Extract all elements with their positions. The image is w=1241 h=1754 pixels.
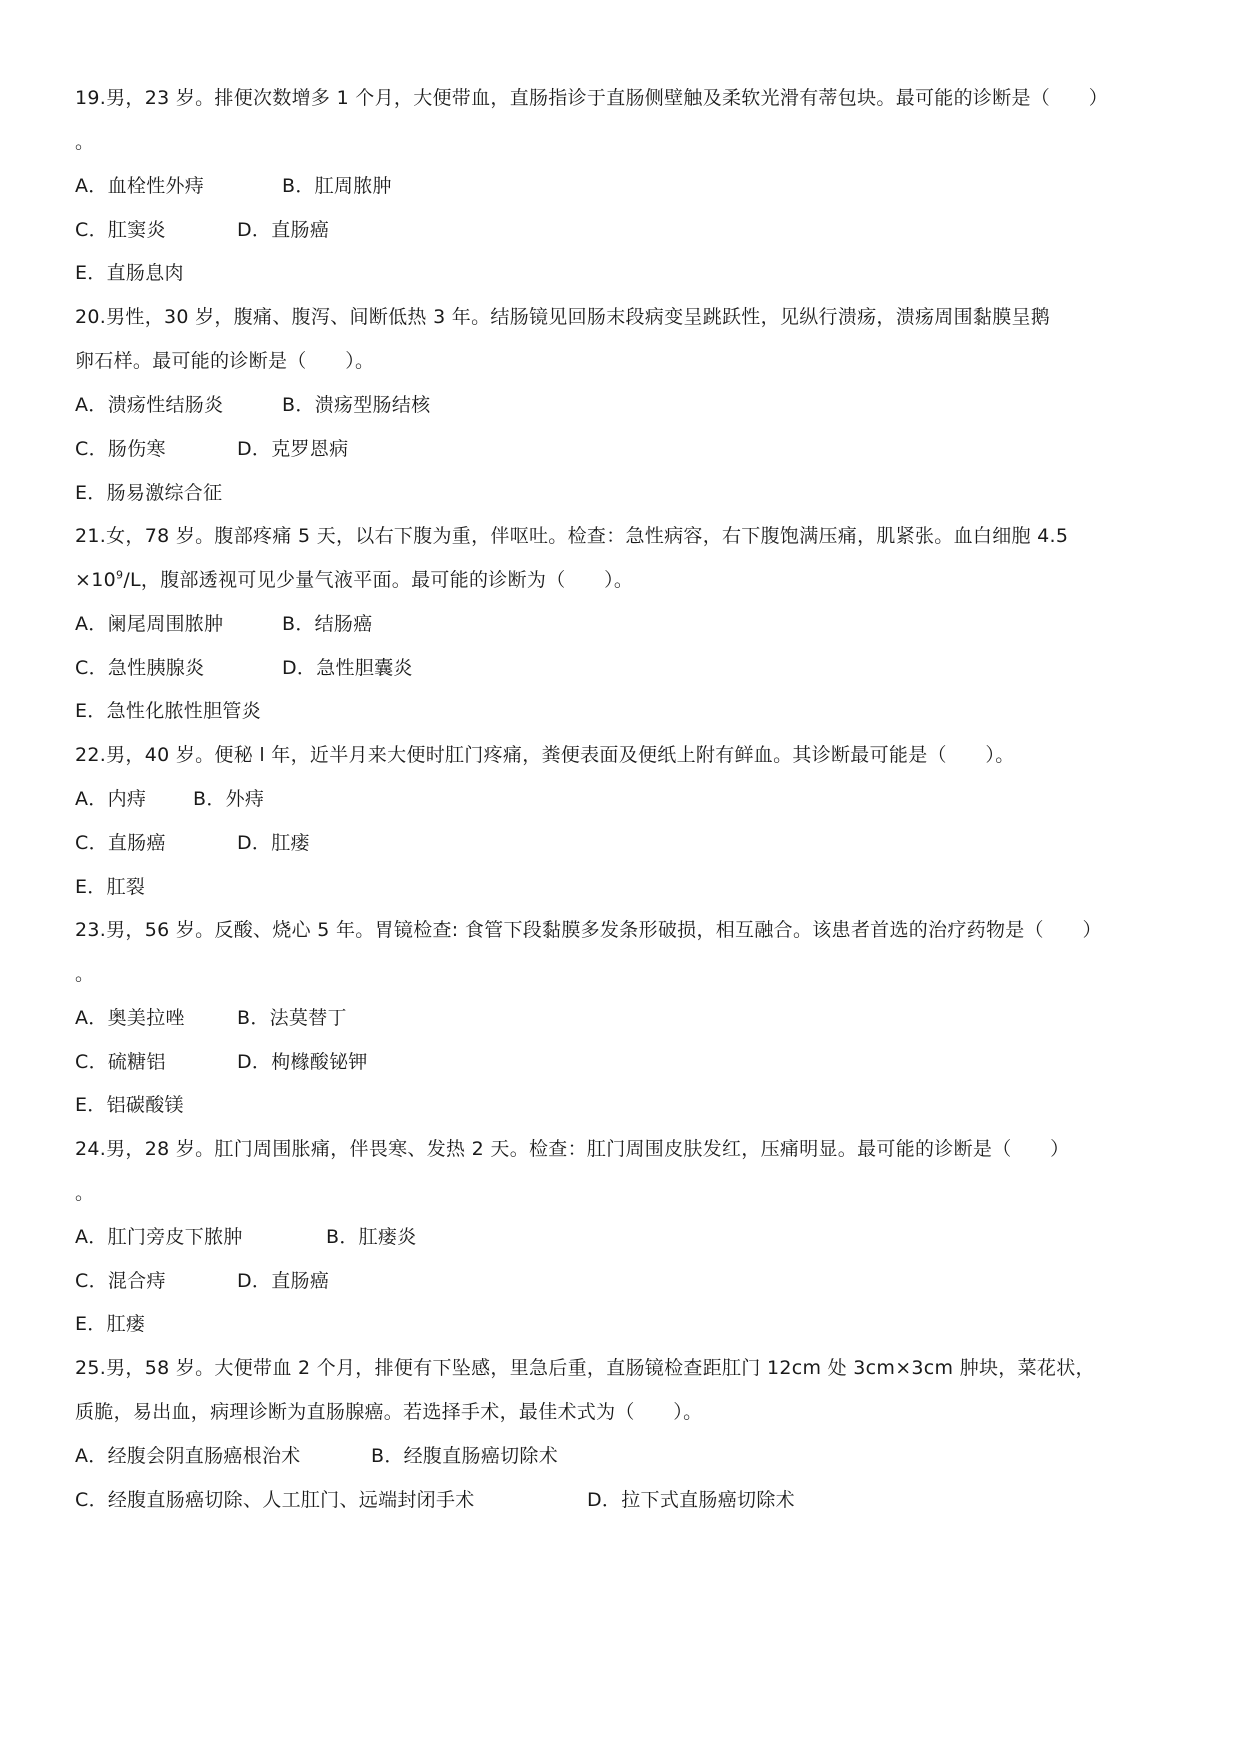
q21-stem-line2-post: /L，腹部透视可见少量气液平面。最可能的诊断为（ ）。 (123, 569, 634, 591)
q20-options-ab (75, 391, 431, 419)
q24-option-a: A．肛门旁皮下脓肿 (75, 1226, 243, 1248)
q21-option-c: C．急性胰腺炎 (75, 657, 205, 679)
q25-options-cd (75, 1486, 795, 1514)
q23-option-b: B．法莫替丁 (237, 1007, 347, 1029)
q19-option-e: E．直肠息肉 (75, 262, 184, 284)
q21-option-a: A．阑尾周围脓肿 (75, 613, 224, 635)
q22-option-b: B．外痔 (193, 788, 265, 810)
q25-options-ab (75, 1442, 559, 1470)
q24-option-e: E．肛瘘 (75, 1313, 146, 1335)
q22-option-d: D．肛瘘 (237, 832, 310, 854)
q24-option-d: D．直肠癌 (237, 1270, 330, 1292)
q24-options-ab (75, 1223, 417, 1251)
q21-options-ab (75, 610, 373, 638)
q19-option-d: D．直肠癌 (237, 219, 330, 241)
q20-option-a: A．溃疡性结肠炎 (75, 394, 224, 416)
q23-option-c: C．硫糖铝 (75, 1051, 166, 1073)
q20-stem-line2: 卵石样。最可能的诊断是（ ）。 (75, 350, 375, 372)
q21-stem-line1: 21.女，78 岁。腹部疼痛 5 天，以右下腹为重，伴呕吐。检查：急性病容，右下腹饱满压痛，肌紧张。血白细胞 4.5 (75, 525, 1069, 547)
q22-stem-line1: 22.男，40 岁。便秘 l 年，近半月来大便时肛门疼痛，粪便表面及便纸上附有鲜血。其诊断最可能是（ ）。 (75, 744, 1015, 766)
q25-option-c: C．经腹直肠癌切除、人工肛门、远端封闭手术 (75, 1489, 475, 1511)
q19-stem-line1: 19.男，23 岁。排便次数增多 1 个月，大便带血，直肠指诊于直肠侧壁触及柔软光滑有蒂包块。最可能的诊断是（ ） (75, 87, 1109, 109)
q21-option-b: B．结肠癌 (282, 613, 373, 635)
q19-options-ab (75, 172, 392, 200)
q25-stem-line2: 质脆，易出血，病理诊断为直肠腺癌。若选择手术，最佳术式为（ ）。 (75, 1401, 703, 1423)
q19-options-cd (75, 216, 330, 244)
q22-option-e: E．肛裂 (75, 876, 146, 898)
q19-option-a: A．血栓性外痔 (75, 175, 205, 197)
q25-option-b: B．经腹直肠癌切除术 (371, 1445, 559, 1467)
q21-option-e: E．急性化脓性胆管炎 (75, 700, 262, 722)
q25-option-d: D．拉下式直肠癌切除术 (587, 1489, 795, 1511)
q25-option-a: A．经腹会阴直肠癌根治术 (75, 1445, 301, 1467)
q21-stem-line2-pre: ×10 (75, 569, 116, 591)
q23-options-ab (75, 1004, 347, 1032)
q24-option-c: C．混合痔 (75, 1270, 166, 1292)
q23-option-d: D．枸橼酸铋钾 (237, 1051, 368, 1073)
q20-stem-line1: 20.男性，30 岁，腹痛、腹泻、间断低热 3 年。结肠镜见回肠末段病变呈跳跃性，见纵行溃疡，溃疡周围黏膜呈鹅 (75, 306, 1051, 328)
q19-stem-line2: 。 (75, 131, 95, 153)
q20-option-c: C．肠伤寒 (75, 438, 166, 460)
q23-stem-line1: 23.男，56 岁。反酸、烧心 5 年。胃镜检查: 食管下段黏膜多发条形破损，相互融合。该患者首选的治疗药物是（ ） (75, 919, 1102, 941)
q25-stem-line1: 25.男，58 岁。大便带血 2 个月，排便有下坠感，里急后重，直肠镜检查距肛门 12cm 处 3cm×3cm 肿块，菜花状， (75, 1357, 1095, 1379)
q20-option-e: E．肠易激综合征 (75, 482, 223, 504)
q20-option-b: B．溃疡型肠结核 (282, 394, 431, 416)
q24-stem-line2: 。 (75, 1182, 95, 1204)
q23-options-cd (75, 1048, 368, 1076)
q21-option-d: D．急性胆囊炎 (282, 657, 413, 679)
q24-stem-line1: 24.男，28 岁。肛门周围胀痛，伴畏寒、发热 2 天。检查：肛门周围皮肤发红，压痛明显。最可能的诊断是（ ） (75, 1138, 1070, 1160)
q21-stem-line2-exponent: 9 (116, 568, 124, 582)
q22-options-ab (75, 785, 265, 813)
q19-option-c: C．肛窦炎 (75, 219, 166, 241)
q19-option-b: B．肛周脓肿 (282, 175, 392, 197)
q21-options-cd (75, 654, 413, 682)
q20-option-d: D．克罗恩病 (237, 438, 349, 460)
q24-option-b: B．肛瘘炎 (326, 1226, 417, 1248)
q23-option-a: A．奥美拉唑 (75, 1007, 185, 1029)
q22-option-a: A．内痔 (75, 788, 147, 810)
q22-options-cd (75, 829, 310, 857)
q21-stem-line2 (75, 566, 633, 594)
q22-option-c: C．直肠癌 (75, 832, 166, 854)
q23-option-e: E．铝碳酸镁 (75, 1094, 184, 1116)
q24-options-cd (75, 1267, 330, 1295)
q20-options-cd (75, 435, 349, 463)
q23-stem-line2: 。 (75, 963, 95, 985)
